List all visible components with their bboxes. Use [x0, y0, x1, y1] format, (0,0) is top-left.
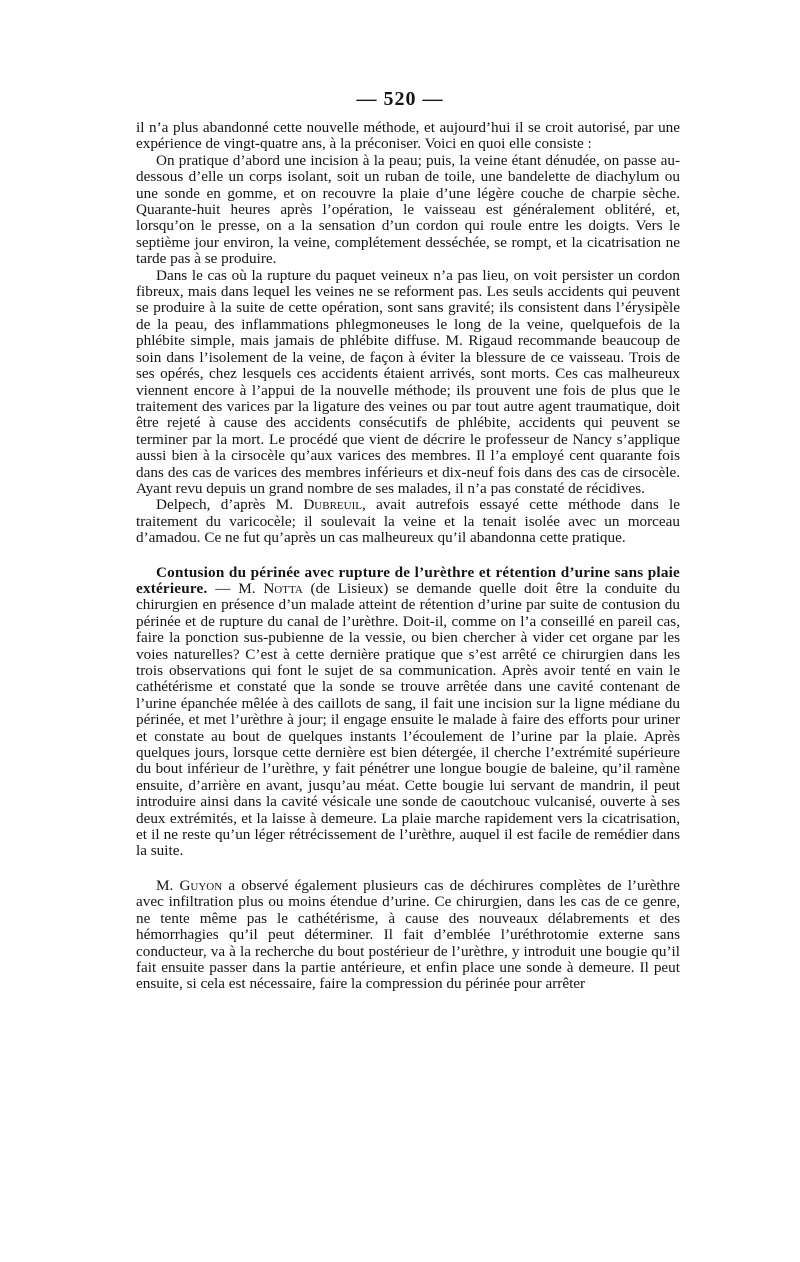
paragraph-accidents: Dans le cas où la rupture du paquet veineux n’a pas lieu, on voit persister un cordon fibreux, mais dans lequel les veines ne se reforment pas. Les seuls accidents qui peuvent se produire à la suite de cette opération, sont sans gravité; ils consistent dans l’érysipèle de la peau, des inflammations phlegmoneuses le long de la veine, quelquefois de la phlébite simple, mais jamais de phlébite diffuse. M. Rigaud recommande beaucoup de soin dans l’isolement de la veine, de façon à éviter la blessure de ce vaisseau. Trois de ses opérés, chez lesquels ces accidents étaient arrivés, sont morts. Ces cas malheureux viennent encore à l’appui de la nouvelle méthode; ils prouvent une fois de plus que le traitement des varices par la ligature des veines ou par tout autre agent traumatique, doit être rejeté à cause des accidents consécutifs de phlébite, accidents qui peuvent se terminer par la mort. Le procédé que vient de décrire le professeur de Nancy s’applique aussi bien à la cirsocèle qu’aux varices des membres. Il l’a employé cent quarante fois dans des cas de varices des membres inférieurs et dix-neuf fois dans des cas de cirsocèle. Ayant revu depuis un grand nombre de ses malades, il n’a pas constaté de récidives.	[136, 266, 680, 497]
author-name-guyon: Guyon	[179, 876, 223, 894]
page-number: — 520 —	[356, 88, 444, 110]
section-heading: Contusion du périnée avec rupture de l’urèthre et rétention d’urine sans plaie extérieure.	[136, 563, 680, 597]
text-run: Delpech, d’après M.	[156, 496, 304, 514]
paragraph-procedure: On pratique d’abord une incision à la peau; puis, la veine étant dénudée, on passe au-dessous d’elle un corps isolant, soit un ruban de toile, une bandelette de diachylum ou une sonde en gomme, et on recouvre la plaie d’une légère couche de charpie sèche. Quarante-huit heures après l’opération, le vaisseau est généralement oblitéré, et, lorsqu’on le presse, on a la sensation d’un cordon qui roule entre les doigts. Vers le septième jour environ, la veine, complétement desséchée, se rompt, et la cicatrisation ne tarde pas à se produire.	[136, 151, 680, 268]
text-run: , avait autrefois essayé cette méthode dans le traitement du varicocèle; il soulevait la veine et la tenait isolée avec un morceau d’amadou. Ce ne fut qu’après un cas malheureux qu’il abandonna cette pratique.	[136, 496, 680, 547]
body-text	[136, 120, 680, 993]
paragraph-delpech	[136, 497, 680, 546]
author-name-dubreuil: Dubreuil	[303, 496, 362, 514]
text-run: — M.	[207, 579, 264, 597]
paragraph-guyon	[136, 878, 680, 993]
paragraph-continuation: il n’a plus abandonné cette nouvelle méthode, et aujourd’hui il se croit autorisé, par une expérience de vingt-quatre ans, à la préconiser. Voici en quoi elle consiste :	[136, 119, 680, 153]
text-run: a observé également plusieurs cas de déchirures complètes de l’urèthre avec infiltration plus ou moins étendue d’urine. Ce chirurgien, dans les cas de ce genre, ne tente même pas le cathétérisme, à cause des nouveaux délabrements et des hémorrhagies qu’il peut déterminer. Il fait d’emblée l’uréthrotomie externe sans conducteur, va à la recherche du bout postérieur de l’urèthre, y introduit une bougie qu’il fait ensuite passer dans la partie antérieure, et enfin place une sonde à demeure. Il peut ensuite, si cela est nécessaire, faire la compression du périnée pour arrêter	[136, 876, 680, 993]
author-name-notta: Notta	[263, 579, 303, 597]
text-run: M.	[156, 876, 180, 894]
text-run: (de Lisieux) se demande quelle doit être la conduite du chirurgien en présence d’un malade atteint de rétention d’urine par suite de contusion du périnée et de rupture du canal de l’urèthre. Doit-il, comme on l’a conseillé en pareil cas, faire la ponction sus-pubienne de la vessie, ou bien chercher à vider cet organe par les voies naturelles? C’est à cette dernière pratique que s’est arrêté ce chirurgien dans les trois observations qui font le sujet de sa communication. Après avoir tenté en vain le cathétérisme et constaté que la sonde se trouve arrêtée dans une cavité contenant de l’urine épanchée mêlée à des caillots de sang, il fait une incision sur la ligne médiane du périnée, et met l’urèthre à jour; il engage ensuite le malade à faire des efforts pour uriner et constate au bout de quelques instants l’écoulement de l’urine par la plaie. Après quelques jours, lorsque cette dernière est bien détergée, il cherche l’extrémité supérieure du bout inférieur de l’urèthre, y fait pénétrer une longue bougie de baleine, qu’il ramène ensuite, d’arrière en avant, jusqu’au méat. Cette bougie lui servant de mandrin, il peut introduire ainsi dans la cavité vésicale une sonde de caoutchouc vulcanisé, ouverte à ses deux extrémités, et la laisse à demeure. La plaie marche rapidement vers la cicatrisation, et il ne reste qu’un léger rétrécissement de l’urèthre, auquel il est facile de remédier dans la suite.	[136, 579, 680, 860]
paragraph-contusion	[136, 565, 680, 860]
